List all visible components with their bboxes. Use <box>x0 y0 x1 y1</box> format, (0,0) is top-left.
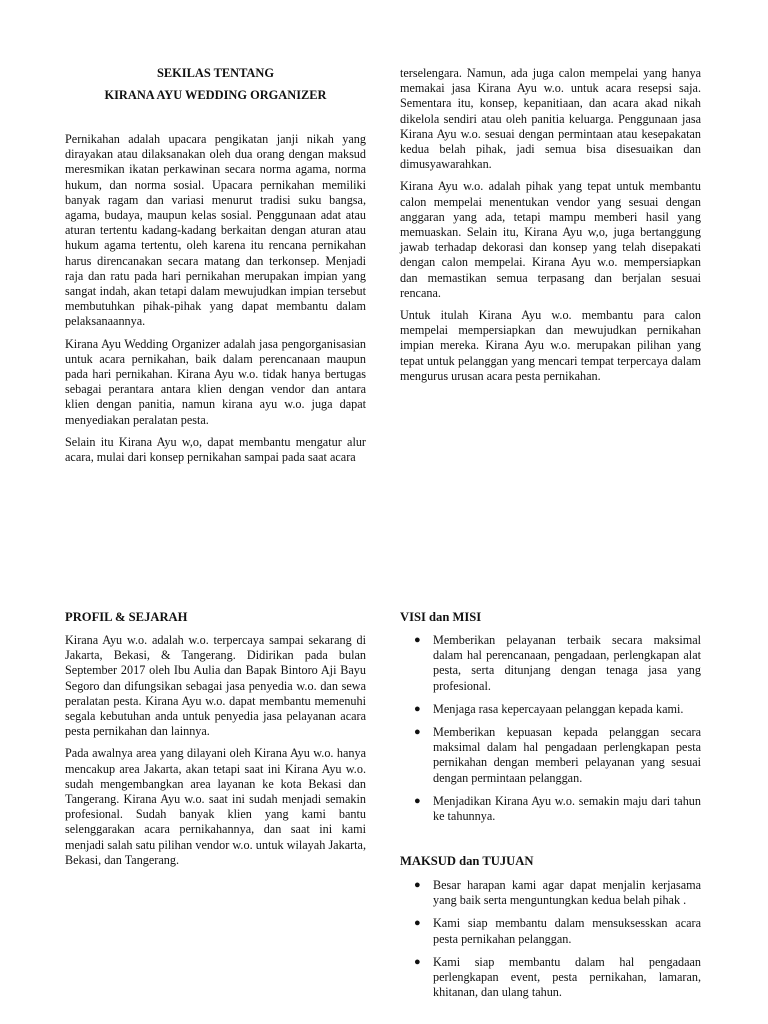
list-item <box>400 794 701 824</box>
list-item <box>400 878 701 908</box>
intro-paragraph: terselengara. Namun, ada juga calon mempelai yang hanya memakai jasa Kirana Ayu w.o. untuk acara resepsi saja. Sementara itu, konsep, kepanitiaan, dan acara akad nikah dikelola sendiri atau oleh panitia keluarga. Penggunaan jasa Kirana Ayu w.o. sesuai dengan permintaan atau kesepakatan kedua belah pihak, jadi semua bisa disesuaikan dan dimusyawarahkan. <box>400 66 701 172</box>
intro-left-column <box>65 132 366 472</box>
list-item <box>400 702 701 717</box>
list-item-text: Kami siap membantu dalam mensuksesskan acara pesta pernikahan pelanggan. <box>433 916 701 946</box>
list-item <box>400 633 701 694</box>
profil-heading: PROFIL & SEJARAH <box>65 610 188 624</box>
maksud-heading: MAKSUD dan TUJUAN <box>400 854 534 868</box>
intro-paragraph: Untuk itulah Kirana Ayu w.o. membantu para calon mempelai mempersiapkan dan mewujudkan pernikahan impian mereka. Kirana Ayu w.o. merupakan pilihan yang tepat untuk pelanggan yang mencari tempat terpercaya dalam mengurus urusan acara pesta pernikahan. <box>400 308 701 383</box>
list-item-text: Menjadikan Kirana Ayu w.o. semakin maju dari tahun ke tahunnya. <box>433 793 701 824</box>
bullet-icon: ● <box>414 794 421 807</box>
maksud-list <box>400 878 701 1000</box>
visi-heading: VISI dan MISI <box>400 610 482 624</box>
bullet-icon: ● <box>414 879 421 891</box>
bullet-icon: ● <box>414 955 421 968</box>
list-item <box>400 725 701 786</box>
list-item <box>400 916 701 946</box>
visi-list <box>400 633 701 824</box>
intro-paragraph: Kirana Ayu Wedding Organizer adalah jasa pengorganisasian untuk acara pernikahan, baik dalam perencanaan maupun pada hari pernikahan. Kirana Ayu w.o. tidak hanya bertugas sebagai perantara antara klien dengan vendor dan antara klien dengan panitia, namun kirana ayu w.o. juga dapat menyediakan peralatan pesta. <box>65 336 366 427</box>
bullet-icon: ● <box>414 726 421 739</box>
profil-column <box>65 633 366 875</box>
list-item-text: Kami siap membantu dalam hal pengadaan perlengkapan event, pesta pernikahan, lamaran, khitanan, dan ulang tahun. <box>433 954 701 1000</box>
bullet-icon: ● <box>414 702 421 715</box>
bullet-icon: ● <box>414 634 421 646</box>
visi-list-container <box>400 633 701 832</box>
intro-paragraph: Kirana Ayu w.o. adalah pihak yang tepat untuk membantu calon mempelai menentukan vendor yang sesuai dengan anggaran yang ada, tetapi mampu memberi hasil yang memuaskan. Selain itu, Kirana Ayu w,o, juga bertanggung jawab terhadap dekorasi dan konsep yang telah disepakati dengan calon mempelai. Kirana Ayu w.o. mempersiapkan dan memastikan semua terpasang dan berjalan sesuai rencana. <box>400 179 701 300</box>
maksud-list-container <box>400 878 701 1008</box>
intro-paragraph: Selain itu Kirana Ayu w,o, dapat membantu mengatur alur acara, mulai dari konsep pernikahan sampai pada saat acara <box>65 434 366 465</box>
intro-paragraph: Pernikahan adalah upacara pengikatan janji nikah yang dirayakan atau dilaksanakan oleh dua orang dengan maksud meresmikan ikatan perkawinan secara norma agama, norma hukum, dan norma sosial. Upacara pernikahan memiliki banyak ragam dan variasi menurut tradisi suku bangsa, agama, budaya, maupun kelas sosial. Penggunaan adat atau aturan tertentu kadang-kadang berkaitan dengan aturan atau hukum agama tertentu, oleh karena itu rencana pernikahan harus direncanakan secara matang dan terkonsep. Menjadi raja dan ratu pada hari pernikahan merupakan impian yang sangat indah, akan tetapi dalam mewujudkan impian tersebut membutuhkan pihak-pihak yang dapat membantu dalam pelaksanaannya. <box>65 132 366 329</box>
list-item-text: Memberikan kepuasan kepada pelanggan secara maksimal dalam hal pengadaan perlengkapan pesta pernikahan dengan memberi pelayanan yang sesuai dengan permintaan pelanggan. <box>433 725 701 785</box>
bullet-icon: ● <box>414 917 421 930</box>
list-item-text: Menjaga rasa kepercayaan pelanggan kepada kami. <box>433 701 684 716</box>
profil-paragraph: Kirana Ayu w.o. adalah w.o. terpercaya sampai sekarang di Jakarta, Bekasi, & Tangerang. Didirikan pada bulan September 2017 oleh Ibu Aulia dan Bapak Bintoro Aji Bayu Segoro dan difungsikan sebagai jasa penyedia w.o. dan sewa peralatan pesta. Kirana Ayu w.o. dapat membantu memenuhi segala kebutuhan anda untuk penyedia jasa pelayanan acara pesta pernikahan dan lainnya. <box>65 633 366 739</box>
section-title-line1: SEKILAS TENTANG <box>157 66 274 80</box>
list-item-text: Besar harapan kami agar dapat menjalin kerjasama yang baik serta menguntungkan kedua belah pihak . <box>433 878 701 908</box>
section-title-line2: KIRANA AYU WEDDING ORGANIZER <box>104 88 327 102</box>
intro-right-column <box>400 66 701 391</box>
list-item-text: Memberikan pelayanan terbaik secara maksimal dalam hal perencanaan, pengadaan, perlengkapan alat pesta, serta ditunjang dengan tenaga jasa yang profesional. <box>433 633 701 693</box>
list-item <box>400 955 701 1001</box>
profil-paragraph: Pada awalnya area yang dilayani oleh Kirana Ayu w.o. hanya mencakup area Jakarta, akan tetapi saat ini Kirana Ayu w.o. sudah mengembangkan area layanan ke kota Bekasi dan Tangerang. Kirana Ayu w.o. saat ini sudah menjadi semakin profesional. Sudah banyak klien yang kami bantu selenggarakan acara pernikahannya, dan saat ini kami menjadi salah satu pilihan vendor w.o. untuk wilayah Jakarta, Bekasi, dan Tangerang. <box>65 746 366 867</box>
